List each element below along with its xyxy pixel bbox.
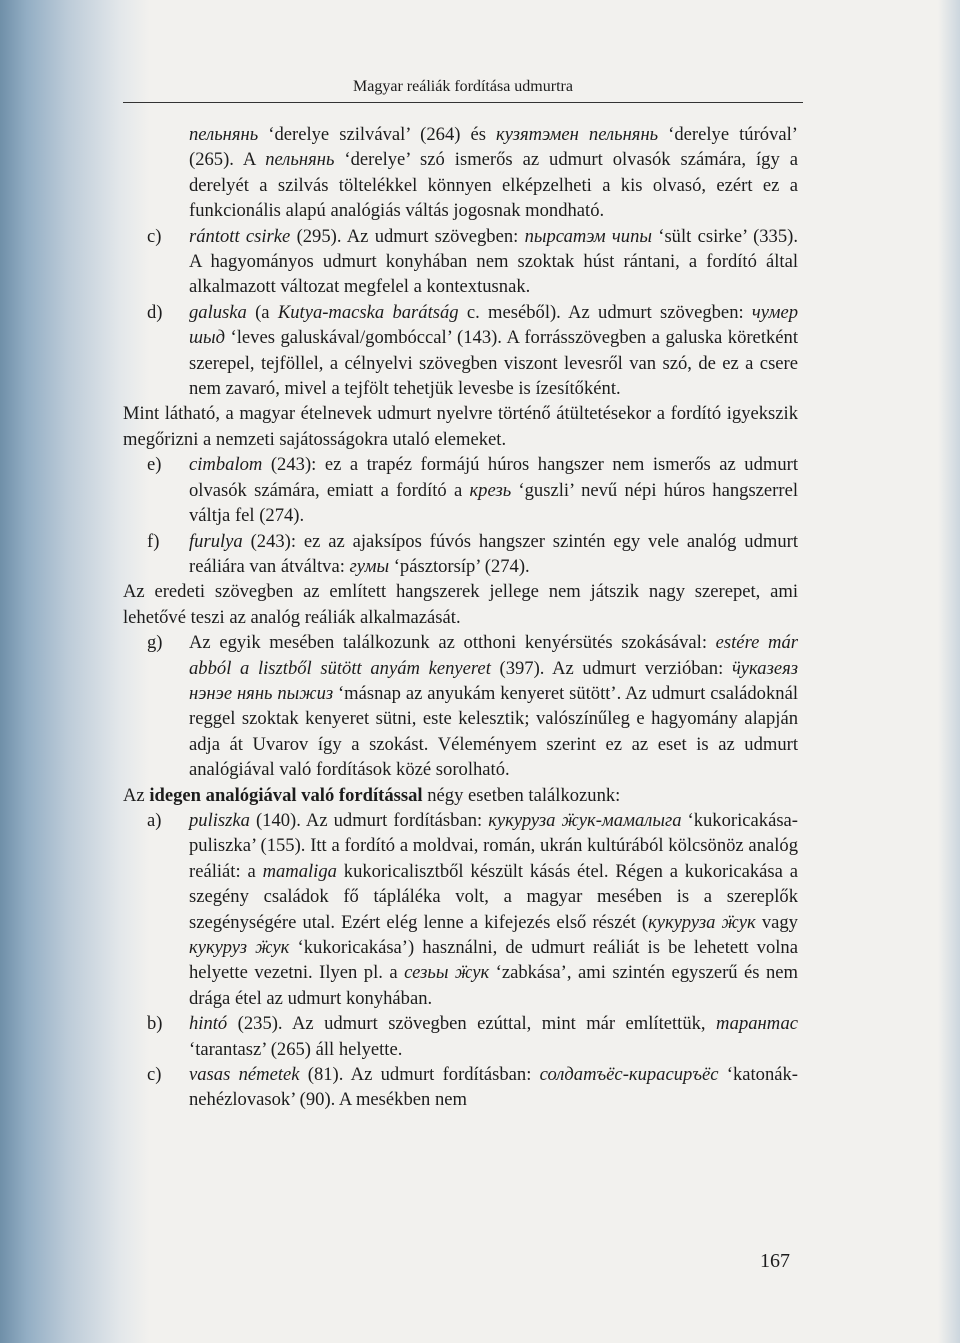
text-run: (235). Az udmurt szövegben ezúttal, mint már említettük,: [227, 1013, 717, 1035]
text-run: ‘kukoricakása-puliszka’ (155). Itt a fordító a moldvai, román, ukrán kultúrából kölcsönöz analóg reáliát: a: [189, 809, 798, 882]
list-marker: d): [147, 301, 163, 323]
running-title: Magyar reáliák fordítása udmurtra: [353, 78, 573, 95]
quoted-hungarian-text: estére már abból a lisztből sütött anyám kenyeret: [189, 632, 798, 679]
list-item-g-kenyersutes: [123, 630, 798, 782]
paragraph-idegen-analogia: [123, 783, 798, 808]
text-run: ‘tarantasz’ (265) áll helyette.: [189, 1038, 403, 1060]
list-item-e-cimbalom: [123, 452, 798, 528]
udmurt-term: пельнянь: [265, 149, 335, 171]
text-run: Az egyik mesében találkozunk az otthoni kenyérsütés szokásával:: [189, 632, 716, 654]
list-item-c-vasas-nemetek: [123, 1062, 798, 1113]
text-run: ‘pásztorsíp’ (274).: [389, 555, 530, 577]
page-body: [123, 122, 798, 1113]
list-marker: f): [147, 530, 160, 552]
list-item-a-puliszka: [123, 808, 798, 1011]
hungarian-term: furulya: [189, 530, 243, 552]
udmurt-term: чумер шыд: [189, 301, 798, 349]
text-run: (a: [246, 301, 278, 323]
list-item-c-rantott-csirke: [123, 224, 798, 300]
list-marker: c): [147, 225, 162, 247]
udmurt-term: пырсатэм чипы: [524, 225, 652, 247]
text-run: ‘katonák-nehézlovasok’ (90). A mesékben nem: [189, 1064, 798, 1111]
udmurt-term: кукуруза ӝук-мамалыга: [488, 809, 682, 831]
hungarian-term: rántott csirke: [189, 225, 291, 247]
foreign-term: mamaliga: [262, 860, 337, 882]
page-number: 167: [760, 1250, 790, 1272]
list-item-b-hinto: [123, 1011, 798, 1062]
udmurt-term: сезьы ӝук: [404, 962, 490, 984]
text-run: c. meséből). Az udmurt szövegben:: [458, 301, 752, 323]
text-run: (140). Az udmurt fordításban:: [249, 809, 489, 831]
continued-paragraph: [123, 122, 798, 224]
text-run: ‘zabkása’, ami szintén egyszerű és nem drága étel az udmurt konyhában.: [189, 962, 799, 1009]
hungarian-term: cimbalom: [189, 454, 263, 476]
udmurt-term: ӵуказеяз нэнэе нянь пыжиз: [189, 657, 798, 704]
udmurt-term: кукуруза ӝук: [648, 911, 756, 933]
text-run: ‘derelye túróval’ (265). A: [189, 124, 798, 171]
text-run: ‘derelye szilvával’ (264) és: [258, 124, 497, 145]
bold-term: idegen analógiával való fordítással: [149, 784, 423, 806]
list-marker: b): [147, 1013, 163, 1035]
udmurt-term: кукуруз ӝук: [189, 937, 290, 958]
hungarian-term: hintó: [189, 1013, 228, 1035]
text-run: kukoricalisztből készült kásás étel. Régen a kukoricakása a szegény családok fő tápláléka volt, a magyar mesében is a szereplők szegénységére utal. Ezért elég lenne a kifejezés első részét (: [189, 860, 798, 933]
hungarian-term: puliszka: [189, 809, 250, 831]
text-run: ‘guszli’ nevű népi húros hangszerrel váltja fel (274).: [189, 479, 798, 527]
tale-title: Kutya-macska barátság: [277, 301, 459, 323]
running-header: [123, 78, 803, 103]
text-run: négy esetben találkozunk:: [422, 784, 621, 806]
list-marker: g): [147, 632, 163, 654]
udmurt-term: крезь: [469, 479, 512, 501]
udmurt-term: тарантас: [716, 1013, 798, 1035]
text-run: ‘leves galuskával/gombóccal’ (143). A forrásszövegben a galuska köretként szerepel, tejföllel, a célnyelvi szövegben viszont levesről van szó, de ez a csere nem zavaró, mivel a tejfölt tehetjük levesbe is ízesítőként.: [189, 327, 798, 400]
text-run: (243): ez a trapéz formájú húros hangszer nem ismerős az udmurt olvasók számára, emiatt a fordító a: [189, 454, 798, 501]
udmurt-term: пельнянь: [189, 124, 259, 145]
text-run: Az: [123, 784, 150, 806]
text-run: (81). Az udmurt fordításban:: [299, 1064, 540, 1086]
text-run: ‘sült csirke’ (335). A hagyományos udmurt konyhában nem szoktak húst rántani, a fordító által alkalmazott változat megfelel a kontextusnak.: [189, 225, 798, 298]
page-edge-shadow: [938, 0, 960, 1343]
text-run: vagy: [755, 911, 798, 933]
text-run: (397). Az udmurt verzióban:: [490, 657, 732, 679]
paragraph-az-eredeti: Az eredeti szövegben az említett hangszerek jellege nem játszik nagy szerepet, ami lehetővé teszi az analóg reáliák alkalmazását.: [123, 581, 798, 628]
text-run: (295). Az udmurt szövegben:: [290, 225, 525, 247]
hungarian-term: vasas németek: [189, 1064, 300, 1086]
text-run: ‘derelye’ szó ismerős az udmurt olvasók számára, így a derelyét a szilvás töltelékkel könnyen elképzelheti a kis olvasó, ezért ez a funkcionális alapú analógiás váltás jogosnak mondható.: [189, 149, 798, 222]
list-marker: a): [147, 809, 162, 831]
udmurt-term: кузятэмен пельнянь: [496, 124, 659, 145]
text-run: (243): ez az ajaksípos fúvós hangszer szintén egy vele analóg udmurt reáliára van átváltva:: [189, 530, 798, 577]
list-marker: c): [147, 1064, 162, 1086]
paragraph-mint-lathato: Mint látható, a magyar ételnevek udmurt nyelvre történő átültetésekor a fordító igyekszik megőrizni a nemzeti sajátosságokra utaló elemeket.: [123, 403, 798, 450]
text-run: ‘kukoricakása’) használni, de udmurt reáliát is be lehetett volna helyette vezetni. Ilyen pl. a: [189, 937, 798, 984]
udmurt-term: гумы: [349, 555, 390, 577]
text-run: ‘másnap az anyukám kenyeret sütött’. Az udmurt családoknál reggel szoktak kenyeret sütni, este kelesztik; valószínűleg e hagyomány alapján adja át Uvarov így a szokást. Véleményem szerint ez az eset is az udmurt analógiával való fordítások közé sorolható.: [189, 682, 798, 781]
hungarian-term: galuska: [189, 301, 247, 323]
list-item-f-furulya: [123, 529, 798, 580]
udmurt-term: солдатъёс-кирасиръёс: [539, 1064, 719, 1086]
list-item-d-galuska: [123, 300, 798, 402]
list-marker: e): [147, 454, 162, 476]
